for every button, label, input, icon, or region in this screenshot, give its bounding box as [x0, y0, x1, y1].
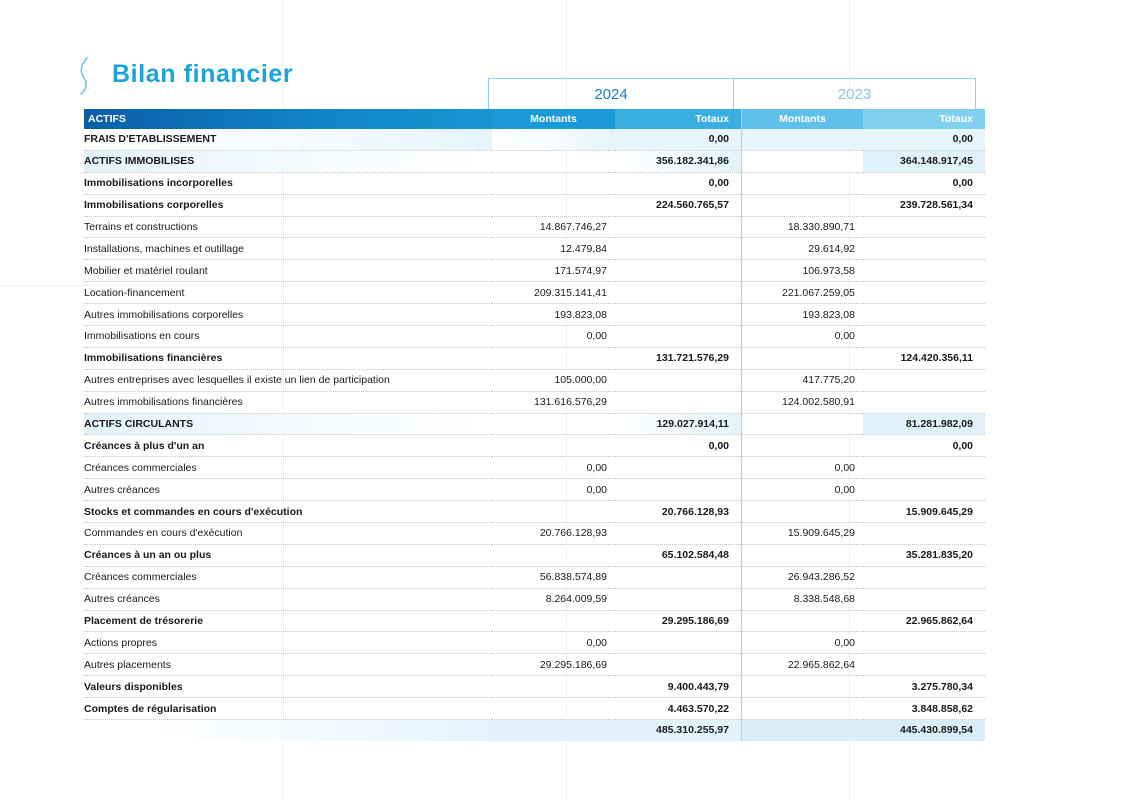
montant-2024: [492, 501, 615, 523]
montant-2024: [492, 129, 615, 150]
montant-2023: [742, 501, 864, 523]
table-row: [84, 347, 985, 369]
row-label: Immobilisations financières: [84, 347, 492, 369]
row-label: Créances commerciales: [84, 457, 492, 479]
total-2024: [615, 479, 742, 501]
montant-2023: [742, 435, 864, 457]
table-row: [84, 457, 985, 479]
row-label: Installations, machines et outillage: [84, 238, 492, 260]
montant-2024: 0,00: [492, 632, 615, 654]
total-2023: 15.909.645,29: [863, 501, 985, 523]
grand-total-2023: 445.430.899,54: [863, 720, 985, 741]
row-label: Commandes en cours d'exécution: [84, 523, 492, 545]
montant-2024: [492, 347, 615, 369]
page-guide-line: [0, 285, 88, 286]
montant-2024: 209.315.141,41: [492, 282, 615, 304]
row-label: FRAIS D'ETABLISSEMENT: [84, 129, 492, 150]
montant-2023: [742, 129, 864, 150]
montant-2024: 0,00: [492, 326, 615, 348]
table-row: [84, 588, 985, 610]
table-row: [84, 698, 985, 720]
row-label: Autres créances: [84, 588, 492, 610]
total-2023: 3.848.858,62: [863, 698, 985, 720]
table-row: [84, 544, 985, 566]
table-row: [84, 129, 985, 150]
montant-2023: 0,00: [742, 326, 864, 348]
row-label: Actions propres: [84, 632, 492, 654]
total-2023: 239.728.561,34: [863, 194, 985, 216]
total-2024: [615, 632, 742, 654]
row-label: Autres créances: [84, 479, 492, 501]
total-spacer-2024: [492, 720, 615, 741]
row-label: Autres entreprises avec lesquelles il existe un lien de participation: [84, 369, 492, 391]
header-totaux-2024: Totaux: [615, 109, 742, 129]
row-label: Placement de trésorerie: [84, 610, 492, 632]
montant-2023: 29.614,92: [742, 238, 864, 260]
row-label: Autres placements: [84, 654, 492, 676]
montant-2023: [742, 676, 864, 698]
montant-2024: [492, 435, 615, 457]
total-2023: [863, 304, 985, 326]
table-row: [84, 632, 985, 654]
total-2024: [615, 391, 742, 413]
table-row: [84, 413, 985, 435]
row-label: Autres immobilisations corporelles: [84, 304, 492, 326]
total-2023: [863, 479, 985, 501]
row-label: Créances à plus d'un an: [84, 435, 492, 457]
total-2024: 65.102.584,48: [615, 544, 742, 566]
montant-2024: [492, 676, 615, 698]
table-row: [84, 326, 985, 348]
total-2024: [615, 238, 742, 260]
table-row: [84, 566, 985, 588]
total-2023: 0,00: [863, 435, 985, 457]
table-row: [84, 238, 985, 260]
total-2024: 20.766.128,93: [615, 501, 742, 523]
total-2023: [863, 326, 985, 348]
total-2024: 129.027.914,11: [615, 413, 742, 435]
total-2024: [615, 260, 742, 282]
table-row: [84, 369, 985, 391]
montant-2024: [492, 544, 615, 566]
total-2023: [863, 457, 985, 479]
total-2023: 0,00: [863, 129, 985, 150]
total-2024: [615, 588, 742, 610]
total-2023: 22.965.862,64: [863, 610, 985, 632]
total-2024: 29.295.186,69: [615, 610, 742, 632]
table-row: [84, 501, 985, 523]
montant-2024: 14.867.746,27: [492, 216, 615, 238]
montant-2024: [492, 194, 615, 216]
table-row: [84, 391, 985, 413]
table-row: [84, 282, 985, 304]
table-row: [84, 676, 985, 698]
total-2023: 81.281.982,09: [863, 413, 985, 435]
total-2024: [615, 457, 742, 479]
row-label: Stocks et commandes en cours d'exécution: [84, 501, 492, 523]
total-2024: [615, 369, 742, 391]
total-2024: [615, 304, 742, 326]
row-label: Immobilisations en cours: [84, 326, 492, 348]
total-2024: [615, 654, 742, 676]
row-label: Immobilisations incorporelles: [84, 172, 492, 194]
montant-2024: [492, 172, 615, 194]
total-2024: 0,00: [615, 129, 742, 150]
montant-2023: 0,00: [742, 479, 864, 501]
montant-2024: 0,00: [492, 479, 615, 501]
row-label: Comptes de régularisation: [84, 698, 492, 720]
montant-2024: [492, 413, 615, 435]
table-row: [84, 610, 985, 632]
montant-2024: [492, 150, 615, 172]
montant-2024: 171.574,97: [492, 260, 615, 282]
montant-2023: 221.067.259,05: [742, 282, 864, 304]
grand-total-2024: 485.310.255,97: [615, 720, 742, 741]
row-label: Autres immobilisations financières: [84, 391, 492, 413]
montant-2024: 8.264.009,59: [492, 588, 615, 610]
montant-2023: [742, 413, 864, 435]
row-label: ACTIFS IMMOBILISES: [84, 150, 492, 172]
total-2023: [863, 369, 985, 391]
total-2023: [863, 238, 985, 260]
total-2023: [863, 260, 985, 282]
row-label: Mobilier et matériel roulant: [84, 260, 492, 282]
montant-2024: 20.766.128,93: [492, 523, 615, 545]
total-2024: [615, 326, 742, 348]
total-2023: [863, 391, 985, 413]
row-label: Immobilisations corporelles: [84, 194, 492, 216]
montant-2023: 15.909.645,29: [742, 523, 864, 545]
total-2023: [863, 566, 985, 588]
total-2024: 131.721.576,29: [615, 347, 742, 369]
montant-2023: [742, 610, 864, 632]
header-montants-2023: Montants: [742, 109, 864, 129]
table-row: [84, 523, 985, 545]
total-2023: 3.275.780,34: [863, 676, 985, 698]
table-row: [84, 216, 985, 238]
row-label: Valeurs disponibles: [84, 676, 492, 698]
table-row: [84, 260, 985, 282]
header-montants-2024: Montants: [492, 109, 615, 129]
total-2023: 124.420.356,11: [863, 347, 985, 369]
header-totaux-2023: Totaux: [863, 109, 985, 129]
total-2024: 224.560.765,57: [615, 194, 742, 216]
total-2024: 356.182.341,86: [615, 150, 742, 172]
total-2023: [863, 523, 985, 545]
page-title: Bilan financier: [112, 60, 294, 88]
header-actifs: ACTIFS: [84, 109, 492, 129]
total-2023: [863, 654, 985, 676]
balance-sheet-table: [84, 109, 985, 741]
montant-2024: 131.616.576,29: [492, 391, 615, 413]
table-row: [84, 654, 985, 676]
table-row: [84, 479, 985, 501]
row-label: Créances commerciales: [84, 566, 492, 588]
total-2023: 0,00: [863, 172, 985, 194]
montant-2023: [742, 172, 864, 194]
montant-2024: [492, 610, 615, 632]
montant-2024: 105.000,00: [492, 369, 615, 391]
wave-decoration-icon: [78, 56, 92, 96]
table-row: [84, 304, 985, 326]
table-row: [84, 435, 985, 457]
montant-2024: 56.838.574,89: [492, 566, 615, 588]
total-2023: [863, 282, 985, 304]
montant-2023: 8.338.548,68: [742, 588, 864, 610]
montant-2023: 22.965.862,64: [742, 654, 864, 676]
total-2023: [863, 632, 985, 654]
row-label: Location-financement: [84, 282, 492, 304]
montant-2023: 417.775,20: [742, 369, 864, 391]
total-label-cell: [84, 720, 492, 741]
total-2023: [863, 216, 985, 238]
montant-2023: [742, 150, 864, 172]
montant-2023: 124.002.580,91: [742, 391, 864, 413]
montant-2023: 193.823,08: [742, 304, 864, 326]
montant-2023: [742, 544, 864, 566]
grand-total-row: [84, 720, 985, 741]
montant-2023: 0,00: [742, 632, 864, 654]
montant-2023: [742, 194, 864, 216]
total-2024: [615, 216, 742, 238]
total-2023: [863, 588, 985, 610]
total-2023: 35.281.835,20: [863, 544, 985, 566]
total-spacer-2023: [742, 720, 864, 741]
table-row: [84, 150, 985, 172]
total-2023: 364.148.917,45: [863, 150, 985, 172]
montant-2024: 29.295.186,69: [492, 654, 615, 676]
total-2024: [615, 566, 742, 588]
montant-2023: 0,00: [742, 457, 864, 479]
total-2024: [615, 523, 742, 545]
table-header-row: [84, 109, 985, 129]
year-2024-header: 2024: [488, 78, 734, 109]
montant-2024: [492, 698, 615, 720]
montant-2023: [742, 347, 864, 369]
row-label: ACTIFS CIRCULANTS: [84, 413, 492, 435]
row-label: Créances à un an ou plus: [84, 544, 492, 566]
montant-2023: 106.973,58: [742, 260, 864, 282]
total-2024: [615, 282, 742, 304]
table-row: [84, 194, 985, 216]
montant-2023: 18.330.890,71: [742, 216, 864, 238]
total-2024: 0,00: [615, 435, 742, 457]
total-2024: 9.400.443,79: [615, 676, 742, 698]
total-2024: 4.463.570,22: [615, 698, 742, 720]
row-label: Terrains et constructions: [84, 216, 492, 238]
montant-2024: 12.479,84: [492, 238, 615, 260]
montant-2024: 0,00: [492, 457, 615, 479]
montant-2023: 26.943.286,52: [742, 566, 864, 588]
montant-2023: [742, 698, 864, 720]
table-row: [84, 172, 985, 194]
total-2024: 0,00: [615, 172, 742, 194]
montant-2024: 193.823,08: [492, 304, 615, 326]
year-2023-header: 2023: [733, 78, 976, 109]
